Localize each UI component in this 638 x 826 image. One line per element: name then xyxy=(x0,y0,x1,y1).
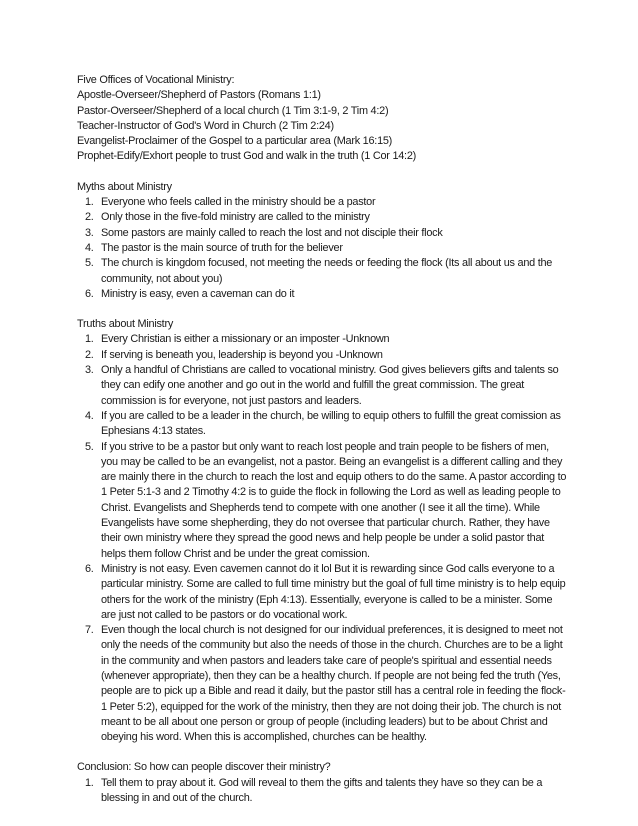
conclusion-heading: Conclusion: So how can people discover their ministry? xyxy=(77,761,331,774)
myths-heading: Myths about Ministry xyxy=(77,180,172,193)
list-item: 4. The pastor is the main source of truth for the believer xyxy=(85,241,343,254)
document-body xyxy=(77,73,567,806)
myths-section xyxy=(77,180,567,302)
office-line-apostle: Apostle-Overseer/Shepherd of Pastors (Romans 1:1) xyxy=(77,89,321,102)
section-spacer xyxy=(77,165,567,180)
myths-list xyxy=(77,195,567,302)
list-item: 6. Ministry is easy, even a caveman can do it xyxy=(85,287,295,300)
list-item: 1. Everyone who feels called in the ministry should be a pastor xyxy=(85,196,376,209)
list-item: 3. Only a handful of Christians are called to vocational ministry. God gives believers gifts and talents so they can edify one another and go out in the world and fulfill the great commission. The great commission is for everyone, not just pastors and leaders. xyxy=(85,364,559,407)
list-item: 2. Only those in the five-fold ministry are called to the ministry xyxy=(85,211,370,224)
offices-section xyxy=(77,73,567,165)
office-line-pastor: Pastor-Overseer/Shepherd of a local church (1 Tim 3:1-9, 2 Tim 4:2) xyxy=(77,104,389,117)
office-line-evangelist: Evangelist-Proclaimer of the Gospel to a particular area (Mark 16:15) xyxy=(77,135,393,148)
office-line-teacher: Teacher-Instructor of God's Word in Church (2 Tim 2:24) xyxy=(77,119,334,132)
list-item: 6. Ministry is not easy. Even cavemen cannot do it lol But it is rewarding since God calls everyone to a particular ministry. Some are called to full time ministry but the goal of full time ministry is to help equip others for the work of the ministry (Eph 4:13). Essentially, everyone is called to be a minister. Some are just not called to be pastors or do vocational work. xyxy=(85,562,566,621)
section-spacer xyxy=(77,745,567,760)
office-line-prophet: Prophet-Edify/Exhort people to trust God and walk in the truth (1 Cor 14:2) xyxy=(77,150,417,163)
list-item: 1. Tell them to pray about it. God will reveal to them the gifts and talents they have so they can be a blessing in and out of the church. xyxy=(85,776,543,805)
truths-list xyxy=(77,332,567,745)
list-item: 5. The church is kingdom focused, not meeting the needs or feeding the flock (Its all about us and the community, not about you) xyxy=(85,257,553,285)
list-item: 3. Some pastors are mainly called to reach the lost and not disciple their flock xyxy=(85,226,443,239)
conclusion-section xyxy=(77,760,567,806)
list-item: 7. Even though the local church is not designed for our individual preferences, it is designed to meet not only the needs of the community but also the needs of those in the church. Churches are to be a light in the community and when pastors and leaders take care of people's spiritual and essential needs (whenever appropriate), then they can be a healthy church. If people are not being fed the truth (Yes, people are to pick up a Bible and read it daily, but the pastor still has a central role in feeding the flock-1 Peter 5:2), equipped for the work of the ministry, then they are not doing their job. The church is not meant to be all about one person or group of people (including leaders) but to be about Christ and obeying his word. When this is accomplished, churches can be healthy. xyxy=(85,624,566,744)
offices-heading: Five Offices of Vocational Ministry: xyxy=(77,74,235,86)
list-item: 2. If serving is beneath you, leadership is beyond you -Unknown xyxy=(85,348,383,361)
truths-heading: Truths about Ministry xyxy=(77,318,174,331)
section-spacer xyxy=(77,302,567,317)
list-item: 5. If you strive to be a pastor but only want to reach lost people and train people to be fishers of men, you may be called to be an evangelist, not a pastor. Being an evangelist is a different calling and they are mainly there in the church to reach the lost and equip others to do the same. A pastor according to 1 Peter 5:1-3 and 2 Timothy 4:2 is to guide the flock in following the Lord as well as leading people to Christ. Evangelists and Shepherds tend to compete with one another (I see it all the time). While Evangelists have some shepherding, they do not oversee that particular church. Rather, they have their own ministry where they spread the good news and help people be under a solid pastor that helps them follow Christ and be under the great comission. xyxy=(85,440,567,560)
list-item: 1. Every Christian is either a missionary or an imposter -Unknown xyxy=(85,333,390,346)
conclusion-list xyxy=(77,776,567,807)
truths-section xyxy=(77,317,567,745)
list-item: 4. If you are called to be a leader in the church, be willing to equip others to fulfill the great comission as Ephesians 4:13 states. xyxy=(85,409,561,438)
